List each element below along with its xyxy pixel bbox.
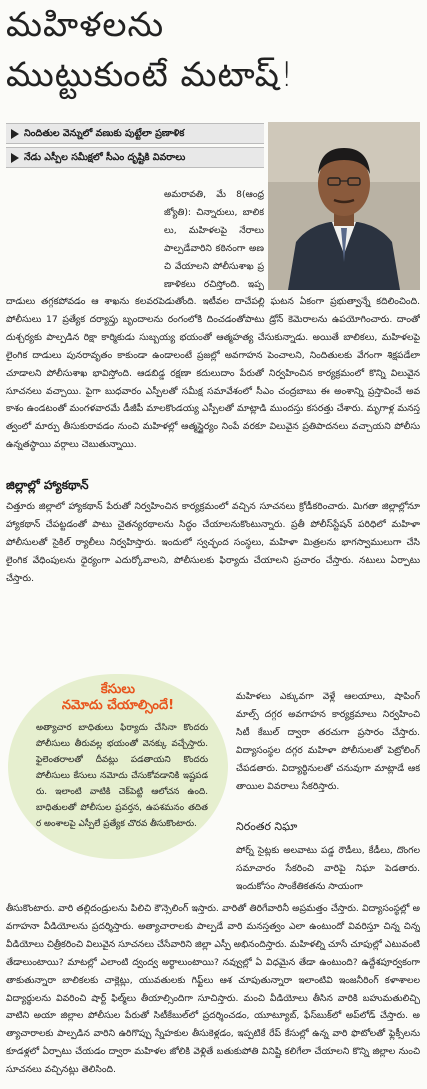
- arrow-bullet-icon: [11, 129, 19, 139]
- headline-line-2: ముట్టుకుంటే మటాష్!: [6, 55, 295, 95]
- subheading-1: [6, 123, 264, 144]
- section-heading-hackathon: జిల్లాల్లో హ్యాకథాన్: [6, 478, 89, 492]
- body-paragraph-5: తీసుకొంటారు. వారి తల్లిదండ్రులను పిలిచి కౌన్సెలింగ్ ఇస్తారు. వారితో తిరిగేవారినీ అప్రమత్తం చేస్తారు. విద్యాసంస్థల్లో అవగాహనా వీడియోలను ప్రదర్శిస్తారు. అత్యాచారాలకు పాల్పడే వారి మనస్తత్వం ఎలా ఉంటుందో వివరిస్తూ చిన్న చిన్న వీడియోలు చిత్రీకరించి విలువైన సూచనలు చేసేవారిని జిల్లా ఎస్పీ అభినందిస్తారు. మహిళల్ని చూసే చూపుల్లో ఎటువంటి తేడాలుంటాయి? మాటల్లో ఎలాంటి ద్వంద్వ అర్థాలుంటాయి? నవ్వుల్లో ఏ విధమైన తేడా ఉంటుంది? ఉద్దేశపూర్వకంగా తాకుతున్నారా బాలికలకు చాక్లెట్లు, యువతులకు గిఫ్ట్‌లు ఆశ చూపుతున్నారా ఇలాంటివి ఇంజనీరింగ్ కళాశాలల విద్యార్థులను వివరించి షార్ట్ ఫిల్మ్‌లు తీయాల్సిందిగా సూచిస్తారు. మంచి వీడియోలు తీసిన వారికి బహుమతులిచ్చి వాటిని అయా జిల్లాల పోలీసుల పేరుతో సిటీకేబుల్‌లో ప్రదర్శించడం, యూట్యూబ్, ఫేస్‌బుక్‌లో అప్‌లోడ్ చేస్తారు. అత్యాచారాలకు పాల్పడిన వారిని ఉరిగొప్పు స్నేహకుల తీసుకెళ్లడం, ఇప్పటికే రేప్ కేసుల్లో ఉన్న వారి ఫొటోలతో ఫ్లెక్సీలను కూడళ్లలో ఏర్పాటు చేయడం ద్వారా మహిళల జోలికి వెళ్లితే బతుకుపోతి వినిష్టి కలిగేలా చేయాలని కొన్ని జిల్లాల నుంచి సూచనలు వచ్చినట్లు తెలిసింది.: [6, 903, 420, 1076]
- callout-text: అత్యాచార బాధితులు ఫిర్యాదు చేసినా కొందరు పోలీసులు తీరువల్ల భయంతో వెనక్కు వచ్చేస్తారు. ఫైలెంతరాలతో దీవట్లు పడతాయని కొందరు పోలీసులు కేసులు నమోదు చేసుకోవడానికి ఇష్టపడరు. ఇలాంటి వాటికి చెక్‌పెట్టి ఆలోచన ఉంది. బాధితులతో పోలీసుల ప్రవర్తన, ఉపశమనం తదితర అంశాలపై ఎస్పీలే ప్రత్యేక చొరవ తీసుకొంటారు.: [36, 723, 208, 829]
- arrow-bullet-icon: [11, 153, 19, 163]
- subheading-1-text: నిందితుల వెన్నులో వణుకు పుట్టేలా ప్రణాళిక: [24, 128, 185, 139]
- body-paragraph-4: పోర్న్ సైట్లకు అలవాటు పడ్డ రౌడీలు, కేడీలు, దొంగల సమాచారం సేకరించి వారిపై నిఘా పెడతారు. ఇందుకోసం సాంకేతికతను సాయంగా: [236, 845, 420, 892]
- headline-line-1: మహిళలను: [6, 5, 165, 45]
- section-heading-surveillance: నిరంతర నిఘా: [236, 820, 298, 833]
- body-paragraph-2: చిత్తూరు జిల్లాలో హ్యాకథాన్ పేరుతో నిర్వహించిన కార్యక్రమంలో వచ్చిన సూచనలు క్రోడీకరించారు. మిగతా జిల్లాల్లోనూ హ్యాకథాన్ చేపట్టడంతో పాటు చైతన్యరథాలను సిద్ధం చేయాలనుకొంటున్నారు. ప్రతీ పోలీస్‌స్టేషన్ పరిధిలో మహిళా పోలీసులతో సైకిల్ ర్యాలీలు నిర్వహిస్తారు. ఇందులో స్వచ్ఛంద సంస్థలు, మహిళా మిత్రలను భాగస్వాములుగా చేసి లైంగిక వేధింపులను ధైర్యంగా ఎదుర్కోవాలని, పోలీసులకు ఫిర్యాదు చేయాలని ప్రచారం చేస్తారు. నటులు ఏర్పాటు చేస్తారు.: [6, 501, 420, 584]
- body-paragraph-3: మహిళలు ఎక్కువగా వెళ్లే ఆలయాలు, షాపింగ్ మాల్స్ దగ్గర అవగాహన కార్యక్రమాలు నిర్వహించి సిటీ కేబుల్ ద్వారా తరచుగా ప్రసారం చేస్తారు. విద్యాసంస్థల దగ్గర మహిళా పోలీసులతో పెట్రోలింగ్ చేపడతారు. విద్యార్థినులతో చనువుగా మాట్లాడే ఆకతాయిల వివరాలు సేకరిస్తారు.: [236, 691, 420, 792]
- callout-title: [8, 682, 228, 714]
- portrait-illustration-icon: [268, 122, 420, 290]
- official-portrait-photo: [268, 122, 420, 290]
- subheading-2-text: నేడు ఎస్పీల సమీక్షలో సీఎం దృష్టికి వివరాలు: [24, 152, 186, 163]
- subheading-2: [6, 147, 264, 168]
- callout-title-line-2: నమోదు చేయాల్సిందే!: [61, 698, 175, 713]
- body-paragraph-1: దాడులు తగ్గకపోవడం ఆ శాఖను కలవరపెడుతోంది. ఇటీవల దాచేపల్లి ఘటన ఏకంగా ప్రభుత్వాన్నే కదిలించింది. పోలీసులు 17 ప్రత్యేక దర్యాప్తు బృందాలను రంగంలోకి దించడంతోపాటు డ్రోన్ కెమెరాలను ఉపయోగించారు. దాంతో దుశ్చర్యకు పాల్పడిన రిక్షా కార్మికుడు సుబ్బయ్య భయంతో ఆత్మహత్య చేసుకున్నాడు. అయితే బాలికలు, మహిళలపై లైంగిక దాడులు పునరావృతం కాకుండా ఉండాలంటే ప్రజల్లో అవగాహన పెంచాలని, నిందితులకు వేగంగా శిక్షపడేలా చూడాలని పోలీసుశాఖ భావిస్తోంది. ఆడబిడ్డ రక్షణా కదులుదాం పేరుతో నిర్వహించిన కార్యక్రమంలో కొన్ని విలువైన సూచనలు వచ్చాయి. పైగా బుధవారం ఎస్పీలతో సమీక్ష సమావేశంలో సీఎం చంద్రబాబు ఈ అంశాన్ని ప్రస్తావించే అవకాశం ఉండటంతో మంగళవారమే డీజీపీ మాలకొండయ్య ఎస్పీలతో మాట్లాడి ముందస్తు కసరత్తు చేశారు. మృగాళ్ల మనస్తత్వంలో మార్పు తీసుకురావడం నుంచి మహిళల్లో ఆత్మస్థైర్యం నింపే వరకూ విలువైన ప్రతిపాదనలు వచ్చాయని పోలీసు ఉన్నతస్థాయి వర్గాలు చెబుతున్నాయి.: [6, 296, 420, 451]
- callout-title-line-1: కేసులు: [100, 682, 136, 697]
- callout-box: [8, 674, 228, 859]
- intro-paragraph: అమరావతి, మే 8(ఆంధ్రజ్యోతి): చిన్నారులు, బాలికలు, మహిళలపై నేరాలు పాల్పడేవారిని కఠినంగా అణచి వేయాలని పోలీసుశాఖ ప్రణాళికలు రచిస్తోంది. ఇప్ప: [164, 189, 264, 290]
